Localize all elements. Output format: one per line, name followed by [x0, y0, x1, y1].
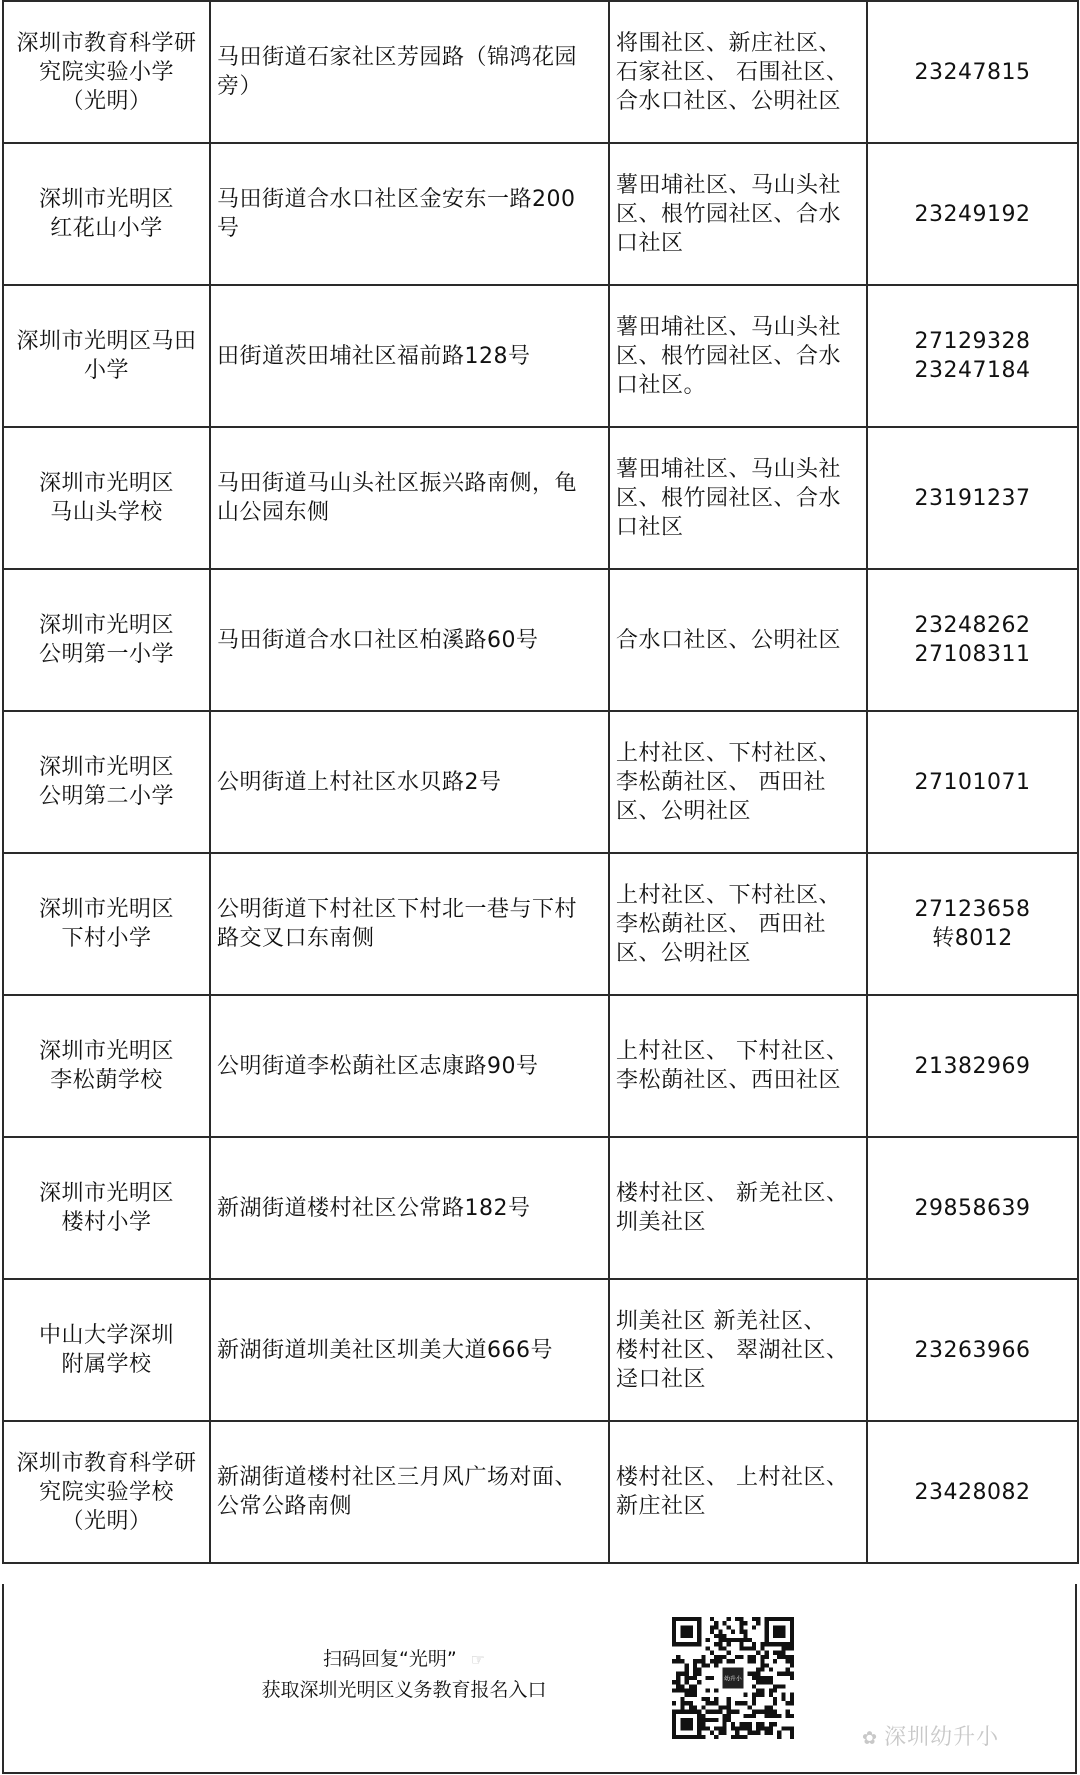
table-row [3, 995, 1078, 1137]
address-line: 公明街道下村社区下村北一巷与下村 [217, 897, 578, 922]
school-district-table [2, 0, 1079, 1564]
school-name-cell [3, 995, 210, 1137]
promo-line-1: 扫码回复“光明” [322, 1648, 457, 1670]
phone-line: 27129328 [914, 329, 1031, 354]
district-areas-line: 将围社区、新庄社区、 [616, 30, 842, 56]
district-areas-line: 薯田埔社区、马山头社 [616, 314, 842, 340]
school-name-line: 深圳市光明区 [38, 471, 174, 496]
school-name-line: 楼村小学 [61, 1210, 152, 1235]
district-areas-line: 上村社区、下村社区、 [616, 740, 842, 766]
address-line: 马田街道合水口社区柏溪路60号 [217, 627, 539, 653]
address-cell [210, 143, 609, 285]
school-name-cell [3, 569, 210, 711]
district-areas-line: 区、公明社区 [616, 940, 752, 966]
school-name-line: 深圳市教育科学研 [16, 30, 197, 56]
phone-line: 23191237 [914, 485, 1031, 511]
district-areas-cell [609, 1279, 867, 1421]
phone-line: 23263966 [914, 1337, 1031, 1363]
school-name-line: 究院实验学校 [38, 1479, 174, 1505]
address-cell [210, 711, 609, 853]
district-areas-line: 石家社区、 石围社区、 [616, 59, 849, 85]
district-areas-line: 口社区 [616, 514, 684, 540]
district-areas-line: 楼村社区、 上村社区、 [616, 1465, 849, 1490]
qr-code[interactable] [672, 1617, 794, 1739]
address-cell [210, 1279, 609, 1421]
phone-line: 29858639 [914, 1195, 1031, 1221]
district-areas-line: 李松蓢社区、 西田社 [616, 769, 826, 795]
address-line: 山公园东侧 [217, 500, 330, 525]
district-areas-line: 新庄社区 [616, 1494, 707, 1519]
phone-line: 23248262 [914, 613, 1031, 638]
promo-text [204, 1644, 604, 1705]
address-line: 号 [217, 216, 240, 241]
address-line: 新湖街道圳美社区圳美大道666号 [217, 1337, 553, 1363]
phone-cell [867, 1279, 1078, 1421]
district-areas-line: 上村社区、 下村社区、 [616, 1039, 849, 1064]
school-name-line: （光明） [61, 1508, 152, 1534]
school-name-cell [3, 1421, 210, 1563]
address-cell [210, 569, 609, 711]
district-areas-cell [609, 427, 867, 569]
school-name-line: 小学 [83, 358, 129, 383]
district-areas-cell [609, 1, 867, 143]
address-line: 公明街道上村社区水贝路2号 [217, 769, 502, 795]
phone-line: 21382969 [914, 1053, 1031, 1079]
district-areas-line: 上村社区、下村社区、 [616, 882, 842, 908]
school-name-line: 深圳市光明区 [38, 613, 174, 638]
district-areas-cell [609, 285, 867, 427]
phone-cell [867, 1, 1078, 143]
district-areas-line: 薯田埔社区、马山头社 [616, 172, 842, 198]
district-areas-line: 口社区 [616, 230, 684, 256]
school-name-line: 深圳市光明区 [38, 1039, 174, 1064]
phone-cell [867, 285, 1078, 427]
address-line: 马田街道合水口社区金安东一路200 [217, 187, 576, 212]
table-row [3, 1279, 1078, 1421]
phone-cell [867, 569, 1078, 711]
phone-line: 23247184 [914, 358, 1031, 383]
address-cell [210, 1421, 609, 1563]
address-line: 马田街道马山头社区振兴路南侧，龟 [217, 471, 578, 496]
table-row [3, 1137, 1078, 1279]
district-areas-line: 口社区。 [616, 372, 707, 398]
school-name-line: 深圳市光明区 [38, 897, 174, 922]
school-name-line: 深圳市教育科学研 [16, 1450, 197, 1476]
school-name-cell [3, 853, 210, 995]
district-areas-cell [609, 143, 867, 285]
district-areas-cell [609, 853, 867, 995]
district-areas-line: 李松蓢社区、西田社区 [616, 1068, 842, 1093]
district-areas-cell [609, 569, 867, 711]
promo-line-2: 获取深圳光明区义务教育报名入口 [261, 1679, 547, 1701]
address-cell [210, 1, 609, 143]
district-areas-line: 合水口社区、公明社区 [616, 88, 842, 114]
phone-cell [867, 427, 1078, 569]
district-areas-cell [609, 995, 867, 1137]
district-areas-line: 圳美社区 新羌社区、 [616, 1308, 826, 1334]
table-row [3, 1, 1078, 143]
phone-cell [867, 995, 1078, 1137]
school-name-line: 公明第二小学 [38, 784, 174, 809]
phone-line: 23249192 [914, 201, 1031, 227]
address-cell [210, 427, 609, 569]
address-line: 马田街道石家社区芳园路（锦鸿花园 [217, 45, 578, 70]
phone-line: 23428082 [914, 1479, 1031, 1505]
wechat-icon: ✿ [862, 1728, 879, 1749]
district-areas-line: 薯田埔社区、马山头社 [616, 456, 842, 482]
district-areas-line: 区、公明社区 [616, 798, 752, 824]
district-areas-cell [609, 711, 867, 853]
school-name-line: 下村小学 [61, 926, 152, 951]
footer-panel [2, 1584, 1077, 1774]
district-areas-line: 区、根竹园社区、合水 [616, 343, 842, 369]
watermark [862, 1720, 999, 1751]
school-name-line: 深圳市光明区 [38, 755, 174, 780]
school-name-line: 深圳市光明区 [38, 187, 174, 212]
district-areas-line: 李松蓢社区、 西田社 [616, 911, 826, 937]
district-areas-cell [609, 1421, 867, 1563]
address-line: 新湖街道楼村社区公常路182号 [217, 1195, 531, 1221]
school-name-line: 究院实验小学 [38, 59, 174, 85]
school-name-line: 中山大学深圳 [38, 1323, 174, 1348]
table-row [3, 1421, 1078, 1563]
phone-line: 27108311 [914, 642, 1031, 667]
address-line: 旁） [217, 74, 263, 99]
school-name-line: 红花山小学 [50, 216, 163, 241]
phone-line: 转8012 [932, 926, 1013, 951]
school-name-line: 公明第一小学 [38, 642, 174, 667]
qr-logo-label: 幼升小 [724, 1676, 742, 1683]
school-name-cell [3, 1, 210, 143]
school-name-cell [3, 427, 210, 569]
table-row [3, 569, 1078, 711]
school-name-line: 附属学校 [61, 1352, 152, 1377]
phone-line: 27123658 [914, 897, 1031, 922]
district-areas-line: 区、根竹园社区、合水 [616, 201, 842, 227]
phone-cell [867, 1137, 1078, 1279]
address-line: 田街道茨田埔社区福前路128号 [217, 343, 531, 369]
phone-cell [867, 853, 1078, 995]
district-areas-line: 楼村社区、 翠湖社区、 [616, 1337, 849, 1363]
school-name-cell [3, 1279, 210, 1421]
school-name-line: 李松蓢学校 [50, 1068, 163, 1093]
school-name-line: 深圳市光明区 [38, 1181, 174, 1206]
table-row [3, 853, 1078, 995]
school-name-line: 马山头学校 [50, 500, 163, 525]
phone-cell [867, 143, 1078, 285]
address-cell [210, 853, 609, 995]
phone-line: 23247815 [914, 59, 1031, 85]
district-areas-cell [609, 1137, 867, 1279]
phone-cell [867, 711, 1078, 853]
table-row [3, 143, 1078, 285]
district-areas-line: 楼村社区、 新羌社区、 [616, 1181, 849, 1206]
table-row [3, 285, 1078, 427]
school-name-line: （光明） [61, 88, 152, 114]
table-row [3, 427, 1078, 569]
phone-line: 27101071 [914, 769, 1031, 795]
district-areas-line: 合水口社区、公明社区 [616, 627, 842, 653]
address-cell [210, 1137, 609, 1279]
address-cell [210, 285, 609, 427]
school-name-cell [3, 1137, 210, 1279]
district-areas-line: 圳美社区 [616, 1210, 707, 1235]
pointing-hand-icon: ☞ [470, 1650, 486, 1669]
school-name-cell [3, 285, 210, 427]
phone-cell [867, 1421, 1078, 1563]
table-row [3, 711, 1078, 853]
address-line: 公明街道李松蓢社区志康路90号 [217, 1053, 539, 1079]
school-name-cell [3, 143, 210, 285]
district-areas-line: 迳口社区 [616, 1366, 707, 1392]
school-name-line: 深圳市光明区马田 [16, 329, 197, 354]
district-areas-line: 区、根竹园社区、合水 [616, 485, 842, 511]
address-cell [210, 995, 609, 1137]
address-line: 公常公路南侧 [217, 1494, 353, 1519]
address-line: 新湖街道楼村社区三月风广场对面、 [217, 1465, 578, 1490]
school-name-cell [3, 711, 210, 853]
address-line: 路交叉口东南侧 [217, 926, 375, 951]
watermark-text: 深圳幼升小 [884, 1725, 1000, 1750]
